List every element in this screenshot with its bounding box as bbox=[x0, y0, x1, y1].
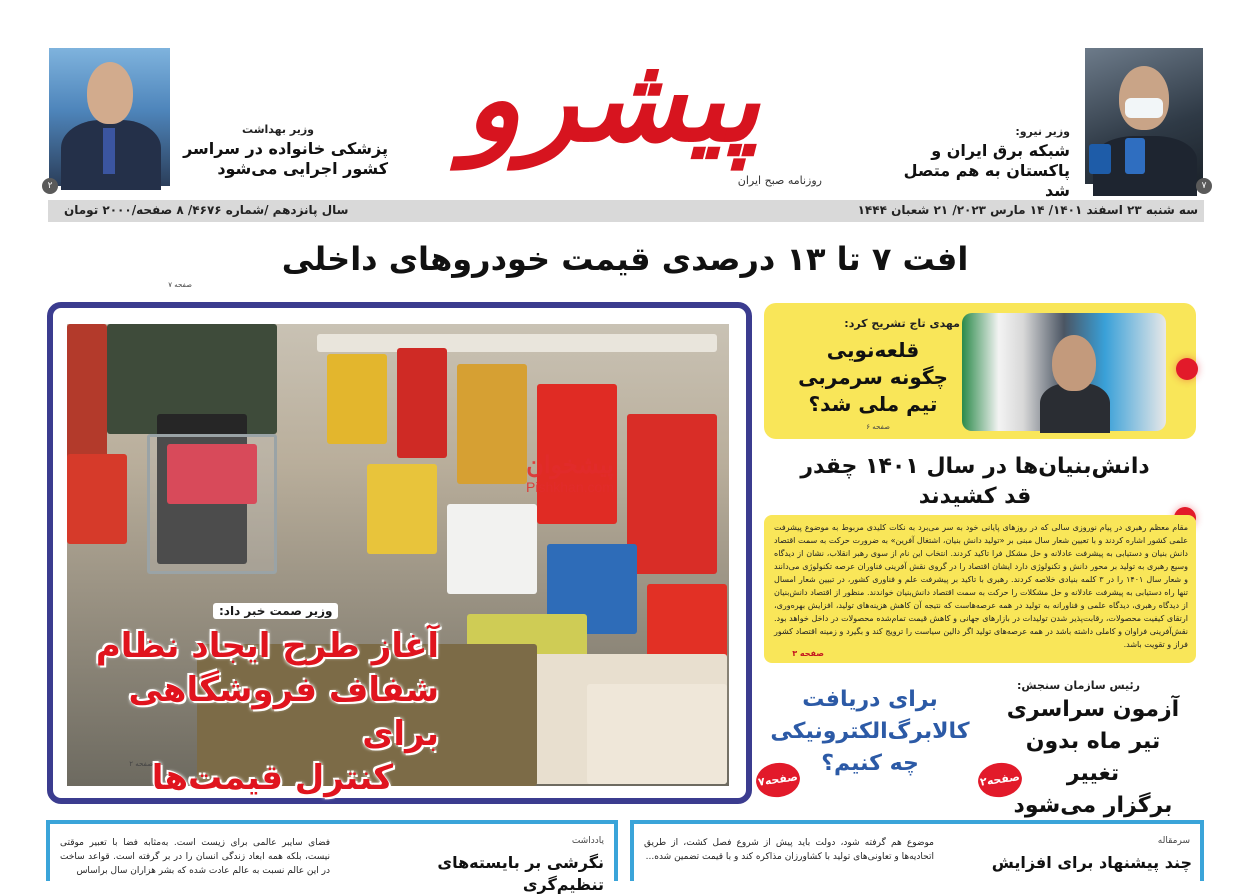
sport-teaser-title bbox=[784, 337, 962, 418]
watermark bbox=[505, 450, 635, 495]
right-teaser-kicker: وزیر نیرو: bbox=[1015, 125, 1070, 138]
konkur-title-line: آزمون سراسری bbox=[1006, 697, 1180, 722]
knowledge-page: صفحه ۳ bbox=[792, 649, 824, 658]
knowledge-title-line: قد کشیدند bbox=[918, 484, 1032, 509]
sport-teaser-kicker: مهدی تاج تشریح کرد: bbox=[844, 317, 960, 330]
knowledge-body: مقام معظم رهبری در پیام نوروزی سالی که در روزهای پایانی خود به سر می‌برد به نکات کلیدی مربوط به موضوع پیشرفت علمی کشور اشاره کردند و با تعیین شعار سال مبنی بر «تولید دانش بنیان، اشتغال آفرین» به ضرورت حرکت به سمت اقتصاد دانش بنیان و دستیابی به پیشرفت عادلانه و حل مشکل فرا تاکید کردند. انتخاب این نام از سوی رهبر انقلاب، نشان از دیدگاه وسیع رهبری به تولید بر محور دانش و تکنولوژی دارد ایشان اقتصاد را در گروی نقش آفرینی فناوران عرصه تکنولوژی می‌دانند و شعار سال ۱۴۰۱ را در ۳ کلمه بنیادی خلاصه کردند. رهبری با تاکید بر پیشرفت علم و فناوری کشور، در تبیین شعار امسال تنها راه دستیابی به پیشرفت عادلانه و حل مشکلات را حرکت به سمت اقتصاد دانش‌بنیان خواندند. منظور از اقتصاد دانش‌بنیان از دیدگاه رهبری، دیدگاه علمی و فناورانه به تولید در همه عرصه‌هاست که نتیجه آن کاهش هزینه‌های تولید، افزایش بهره‌وری، ارتقای کیفیت محصولات، رقابت‌پذیر شدن تولیدات در بازارهای جهانی و کاهش قیمت تمام‌شده محصولات در داخل خواهد بود. نقش‌آفرینی فراوان و کاملی داشته باشد در همه عرصه‌های تولید اگر دالین سیاست را ترویج کند و بگیرد و زمینه اقتصاد کشور فراز و تقویت باشد. bbox=[774, 523, 1189, 649]
hero-title[interactable] bbox=[93, 624, 439, 800]
coach-photo bbox=[962, 313, 1166, 431]
kalabarg-title-line: چه کنیم؟ bbox=[821, 751, 919, 776]
right-teaser-title[interactable]: شبکه برق ایران و پاکستان به هم متصل شد bbox=[903, 141, 1070, 200]
editorial-text: موضوع هم گرفته شود، دولت باید پیش از شروع فصل کشت، از طریق اتحادیه‌ها و تعاونی‌های تولید با کشاورزان مذاکره کند و با قیمت تضمین شده... bbox=[644, 838, 934, 862]
konkur-title-line: برگزار می‌شود bbox=[1013, 793, 1173, 818]
note-box bbox=[46, 820, 618, 894]
sport-title-line: تیم ملی شد؟ bbox=[808, 392, 938, 416]
newspaper-tagline: روزنامه صبح ایران bbox=[737, 174, 822, 187]
left-teaser-kicker: وزیر بهداشت bbox=[242, 123, 314, 136]
editorial-title[interactable]: چند پیشنهاد برای افزایش bbox=[991, 853, 1192, 872]
konkur-title[interactable] bbox=[1000, 694, 1186, 822]
page-number-badge: ۷ bbox=[1196, 178, 1212, 194]
hero-kicker: وزیر صمت خبر داد: bbox=[213, 603, 338, 619]
hero-story-frame bbox=[47, 302, 752, 804]
kalabarg-title-line: برای دریافت bbox=[802, 687, 938, 712]
knowledge-title[interactable] bbox=[770, 452, 1180, 512]
konkur-kicker: رئیس سازمان سنجش: bbox=[1017, 679, 1140, 692]
hero-title-line: آغاز طرح ایجاد نظام bbox=[95, 626, 439, 666]
red-dot-marker bbox=[1176, 358, 1198, 380]
hero-title-line: شفاف فروشگاهی برای bbox=[128, 670, 439, 754]
left-teaser-title[interactable]: پزشکی خانواده در سراسر کشور اجرایی می‌شود bbox=[183, 139, 388, 178]
sport-teaser-box[interactable] bbox=[764, 303, 1196, 439]
knowledge-body-box bbox=[764, 515, 1196, 663]
minister-photo-right bbox=[1085, 48, 1203, 184]
newspaper-logo: پیشرو bbox=[464, 29, 760, 168]
konkur-title-line: تیر ماه بدون تغییر bbox=[1025, 729, 1161, 786]
kalabarg-title-line: کالابرگ‌الکترونیکی bbox=[770, 719, 970, 744]
knowledge-title-line: دانش‌بنیان‌ها در سال ۱۴۰۱ چقدر bbox=[800, 454, 1150, 479]
note-section-label: یادداشت bbox=[571, 836, 604, 846]
sport-title-line: چگونه سرمربی bbox=[798, 365, 948, 389]
editorial-section: سرمقاله bbox=[1157, 836, 1190, 846]
sport-teaser-page: صفحه ۶ bbox=[866, 423, 890, 431]
note-text: فضای سایبر عالمی برای زیست است. به‌مثابه فضا با تعبیر موقتی نیست، بلکه همه ابعاد زندگی انسان را در بر گرفته است. قواعد ساخت در این عالم نسبت به عالم عادت شده که بشر هزاران سال براساس bbox=[60, 838, 330, 876]
kalabarg-title[interactable] bbox=[770, 684, 970, 780]
note-title[interactable]: نگرشی بر بایسته‌های تنظیم‌گری bbox=[437, 853, 604, 894]
editorial-box bbox=[630, 820, 1204, 881]
watermark-url: Pishkhan.com bbox=[526, 479, 614, 495]
watermark-name: پیشخوان bbox=[526, 450, 614, 479]
kalabarg-page-badge[interactable]: صفحه۷ bbox=[754, 760, 802, 800]
issue-date: سه شنبه ۲۳ اسفند ۱۴۰۱/ ۱۴ مارس ۲۰۲۳/ ۲۱ شعبان ۱۴۴۴ bbox=[857, 203, 1198, 217]
minister-photo-left bbox=[49, 48, 170, 186]
masthead bbox=[0, 0, 1250, 198]
main-headline-page: صفحه ۷ bbox=[168, 281, 192, 289]
konkur-page-badge[interactable]: صفحه۲ bbox=[976, 760, 1024, 800]
page-number-badge: ۲ bbox=[42, 178, 58, 194]
main-headline[interactable]: افت ۷ تا ۱۳ درصدی قیمت خودروهای داخلی bbox=[281, 240, 969, 278]
hero-page: صفحه ۲ bbox=[129, 760, 153, 768]
sport-title-line: قلعه‌نویی bbox=[826, 338, 920, 362]
issue-info: سال پانزدهم /شماره ۴۶۷۶/ ۸ صفحه/۲۰۰۰ تومان bbox=[64, 203, 349, 217]
dateline-bar bbox=[48, 200, 1204, 222]
hero-title-line: کنترل قیمت‌ها bbox=[151, 758, 393, 798]
